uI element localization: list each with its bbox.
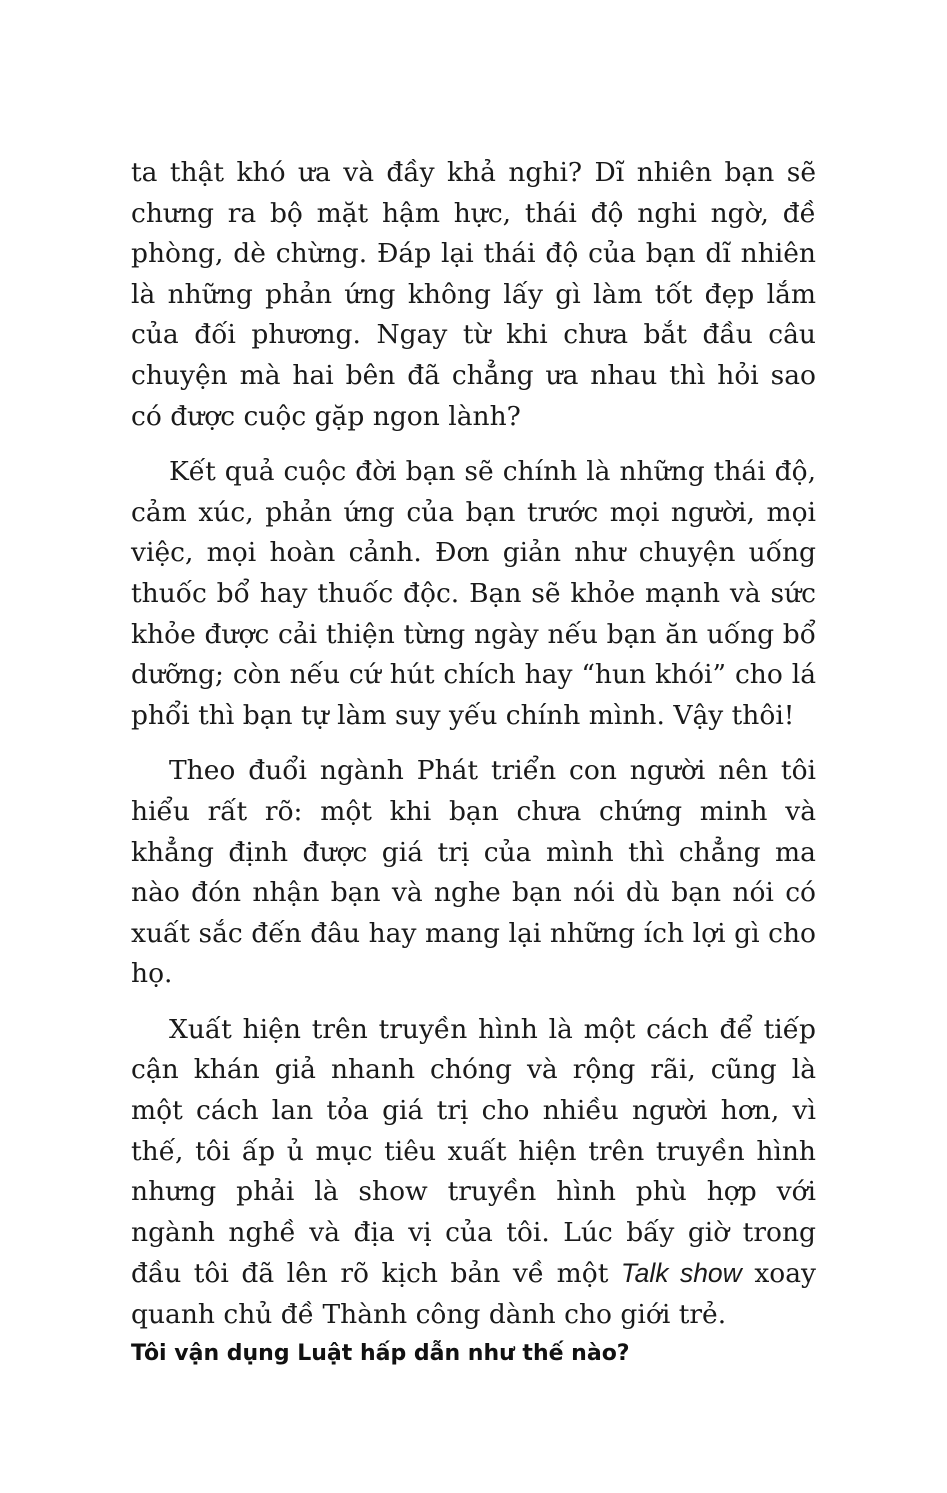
paragraph-3: Theo đuổi ngành Phát triển con người nên tôi hiểu rất rõ: một khi bạn chưa chứng minh và khẳng định được giá trị của mình thì chẳng ma nào đón nhận bạn và nghe bạn nói dù bạn nói có xuất sắc đến đâu hay mang lại những ích lợi gì cho họ. [131, 755, 816, 990]
body-text [131, 153, 816, 1351]
paragraph-1: ta thật khó ưa và đầy khả nghi? Dĩ nhiên bạn sẽ chưng ra bộ mặt hậm hực, thái độ nghi ngờ, đề phòng, dè chừng. Đáp lại thái độ của bạn dĩ nhiên là những phản ứng không lấy gì làm tốt đẹp lắm của đối phương. Ngay từ khi chưa bắt đầu câu chuyện mà hai bên đã chẳng ưa nhau thì hỏi sao có được cuộc gặp ngon lành? [131, 157, 816, 432]
paragraph-2: Kết quả cuộc đời bạn sẽ chính là những thái độ, cảm xúc, phản ứng của bạn trước mọi người, mọi việc, mọi hoàn cảnh. Đơn giản như chuyện uống thuốc bổ hay thuốc độc. Bạn sẽ khỏe mạnh và sức khỏe được cải thiện từng ngày nếu bạn ăn uống bổ dưỡng; còn nếu cứ hút chích hay “hun khói” cho lá phổi thì bạn tự làm suy yếu chính mình. Vậy thôi! [131, 456, 816, 731]
paragraph-4-text-before: Xuất hiện trên truyền hình là một cách để tiếp cận khán giả nhanh chóng và rộng rãi, cũng là một cách lan tỏa giá trị cho nhiều người hơn, vì thế, tôi ấp ủ mục tiêu xuất hiện trên truyền hình nhưng phải là show truyền hình phù hợp với ngành nghề và địa vị của tôi. Lúc bấy giờ trong đầu tôi đã lên rõ kịch bản về một [131, 1013, 816, 1290]
paragraph-4-text-after: xoay quanh chủ đề Thành công dành cho giới trẻ. [131, 1258, 816, 1331]
talk-show-emphasis: Talk show [620, 1258, 742, 1289]
paragraph-4 [131, 1010, 816, 1336]
section-heading: Tôi vận dụng Luật hấp dẫn như thế nào? [131, 1341, 630, 1366]
